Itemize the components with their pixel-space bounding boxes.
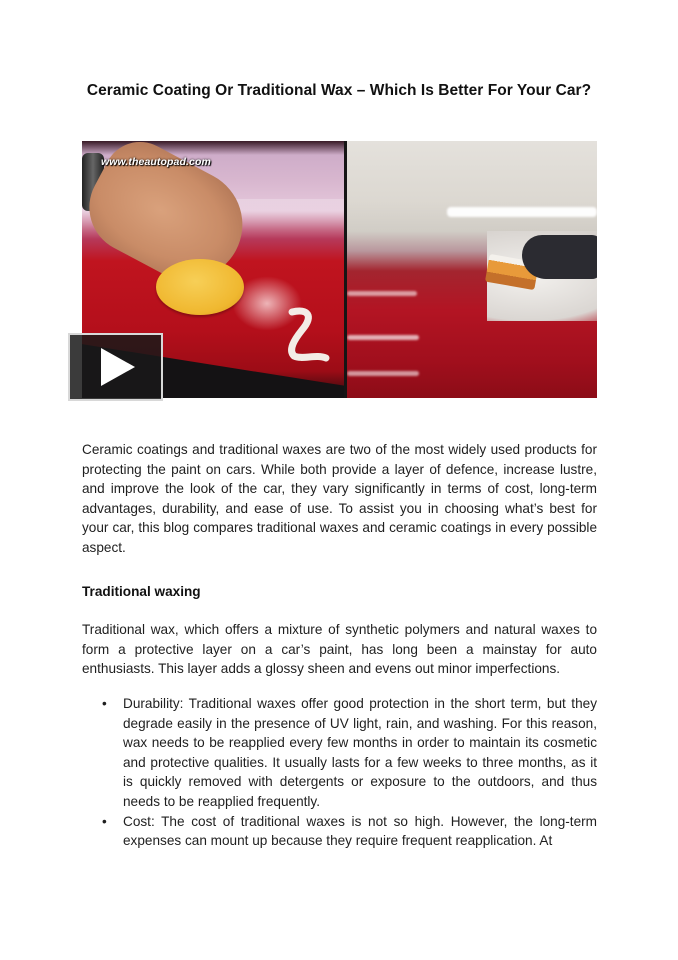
ceramic-coating-photo bbox=[347, 141, 597, 398]
list-item-text: Durability: Traditional waxes offer good protection in the short term, but they degrade easily in the presence of UV light, rain, and washing. For this reason, wax needs to be reapplied every few months in order to maintain its cosmetic and protective qualities. It usually lasts for a few weeks to three months, as it is quickly removed with detergents or exposure to the outdoors, and thus needs to be reapplied frequently. bbox=[123, 696, 597, 809]
image-watermark: www.theautopad.com bbox=[101, 156, 211, 168]
intro-paragraph: Ceramic coatings and traditional waxes are two of the most widely used products for protecting the paint on cars. While both provide a layer of defence, increase lustre, and improve the look of the car, they vary significantly in terms of cost, long-term advantages, durability, and ease of use. To assist you in choosing what’s best for your car, this blog compares traditional waxes and ceramic coatings in every possible aspect. bbox=[82, 442, 597, 555]
play-icon bbox=[101, 348, 135, 386]
section-heading: Traditional waxing bbox=[82, 584, 201, 599]
video-play-button[interactable] bbox=[68, 333, 163, 401]
bullet-icon: • bbox=[102, 696, 107, 711]
yellow-wax-pad bbox=[156, 259, 244, 315]
paint-reflection-2 bbox=[347, 335, 419, 340]
wax-squiggle-icon bbox=[280, 306, 335, 366]
section-paragraph: Traditional wax, which offers a mixture of synthetic polymers and natural waxes to form a protective layer on a car’s paint, has long been a mainstay for auto enthusiasts. This layer adds a glossy sheen and evens out minor imperfections. bbox=[82, 622, 597, 677]
bullet-list bbox=[82, 694, 597, 851]
list-item-text: Cost: The cost of traditional waxes is not so high. However, the long-term expenses can mount up because they require frequent reapplication. At bbox=[123, 813, 597, 849]
paint-reflection-3 bbox=[347, 371, 419, 376]
document-title: Ceramic Coating Or Traditional Wax – Which Is Better For Your Car? bbox=[86, 82, 592, 99]
list-item bbox=[82, 812, 597, 851]
black-glove bbox=[522, 235, 597, 279]
bullet-icon: • bbox=[102, 813, 107, 829]
list-item bbox=[82, 694, 597, 812]
studio-light bbox=[447, 207, 597, 217]
paint-reflection-1 bbox=[347, 291, 417, 296]
